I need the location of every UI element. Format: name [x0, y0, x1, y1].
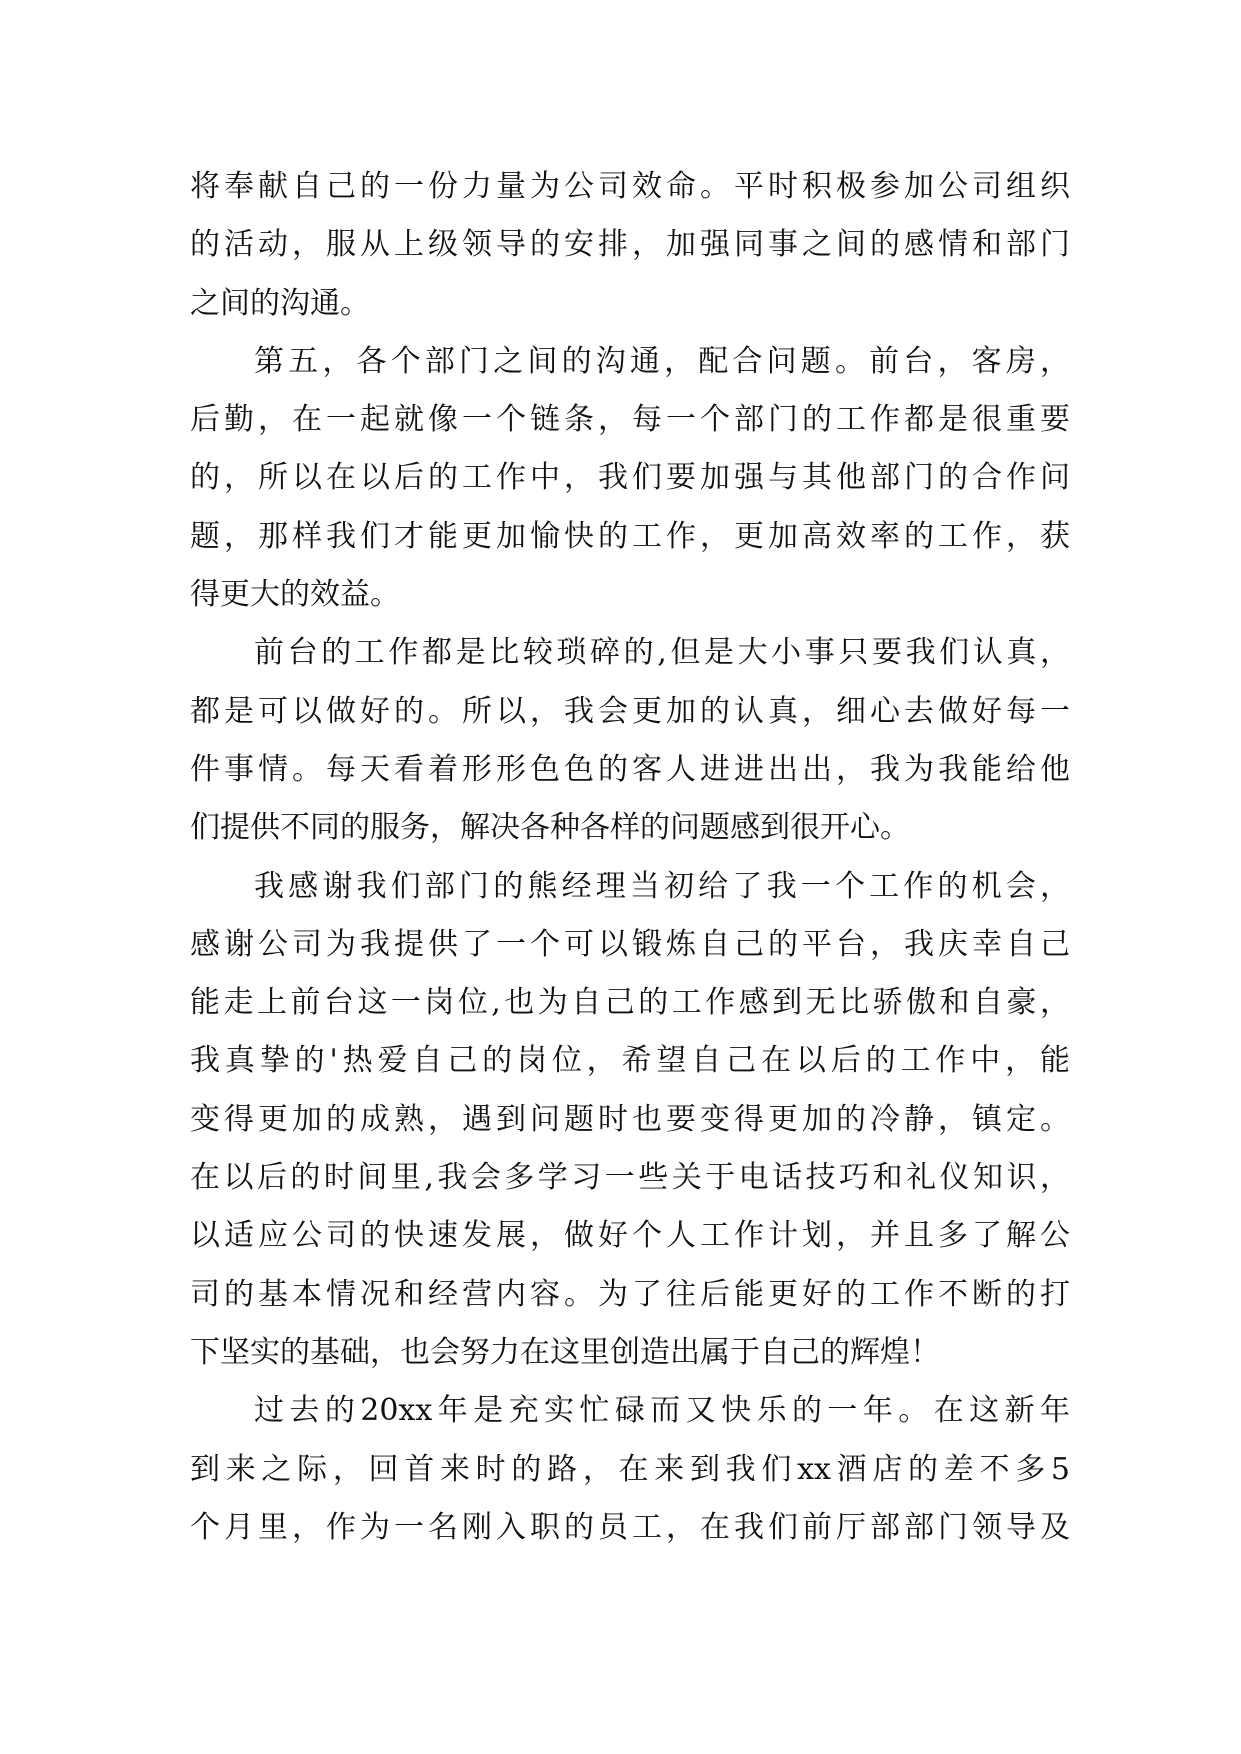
text-line: 后勤，在一起就像一个链条，每一个部门的工作都是很重要	[190, 402, 1070, 438]
text-line: 将奉献自己的一份力量为公司效命。平时积极参加公司组织	[190, 169, 1070, 204]
text-line: 题，那样我们才能更加愉快的工作，更加高效率的工作，获	[190, 518, 1070, 554]
paragraph-start-line: 前台的工作都是比较琐碎的,但是大小事只要我们认真，	[254, 635, 1070, 671]
text-line: 在以后的时间里,我会多学习一些关于电话技巧和礼仪知识，	[190, 1160, 1070, 1196]
paragraph-start-line: 第五，各个部门之间的沟通，配合问题。前台，客房，	[254, 343, 1070, 379]
text-line: 的，所以在以后的工作中，我们要加强与其他部门的合作问	[190, 460, 1070, 496]
text-line: 得更大的效益。	[190, 577, 400, 613]
text-line: 能走上前台这一岗位,也为自己的工作感到无比骄傲和自豪，	[190, 985, 1070, 1021]
text-line: 件事情。每天看着形形色色的客人进进出出，我为我能给他	[190, 751, 1070, 787]
text-line: 之间的沟通。	[190, 285, 370, 321]
text-line: 我真挚的'热爱自己的岗位，希望自己在以后的工作中，能	[190, 1043, 1070, 1079]
text-line: 个月里，作为一名刚入职的员工，在我们前厅部部门领导及	[190, 1509, 1070, 1545]
document-body	[190, 158, 1070, 1557]
text-line: 们提供不同的服务，解决各种各样的问题感到很开心。	[190, 810, 910, 846]
text-line: 的活动，服从上级领导的安排，加强同事之间的感情和部门	[190, 227, 1070, 263]
text-line: 感谢公司为我提供了一个可以锻炼自己的平台，我庆幸自己	[190, 926, 1070, 962]
paragraph-start-line: 我感谢我们部门的熊经理当初给了我一个工作的机会，	[254, 868, 1070, 904]
text-line: 到来之际，回首来时的路，在来到我们xx酒店的差不多5	[190, 1451, 1070, 1487]
paragraph-start-line: 过去的20xx年是充实忙碌而又快乐的一年。在这新年	[254, 1393, 1070, 1429]
text-line: 都是可以做好的。所以，我会更加的认真，细心去做好每一	[190, 693, 1070, 729]
text-line: 司的基本情况和经营内容。为了往后能更好的工作不断的打	[190, 1276, 1070, 1312]
text-line: 下坚实的基础，也会努力在这里创造出属于自己的辉煌！	[190, 1334, 940, 1370]
text-line: 变得更加的成熟，遇到问题时也要变得更加的冷静，镇定。	[190, 1101, 1070, 1137]
text-line: 以适应公司的快速发展，做好个人工作计划，并且多了解公	[190, 1218, 1070, 1254]
